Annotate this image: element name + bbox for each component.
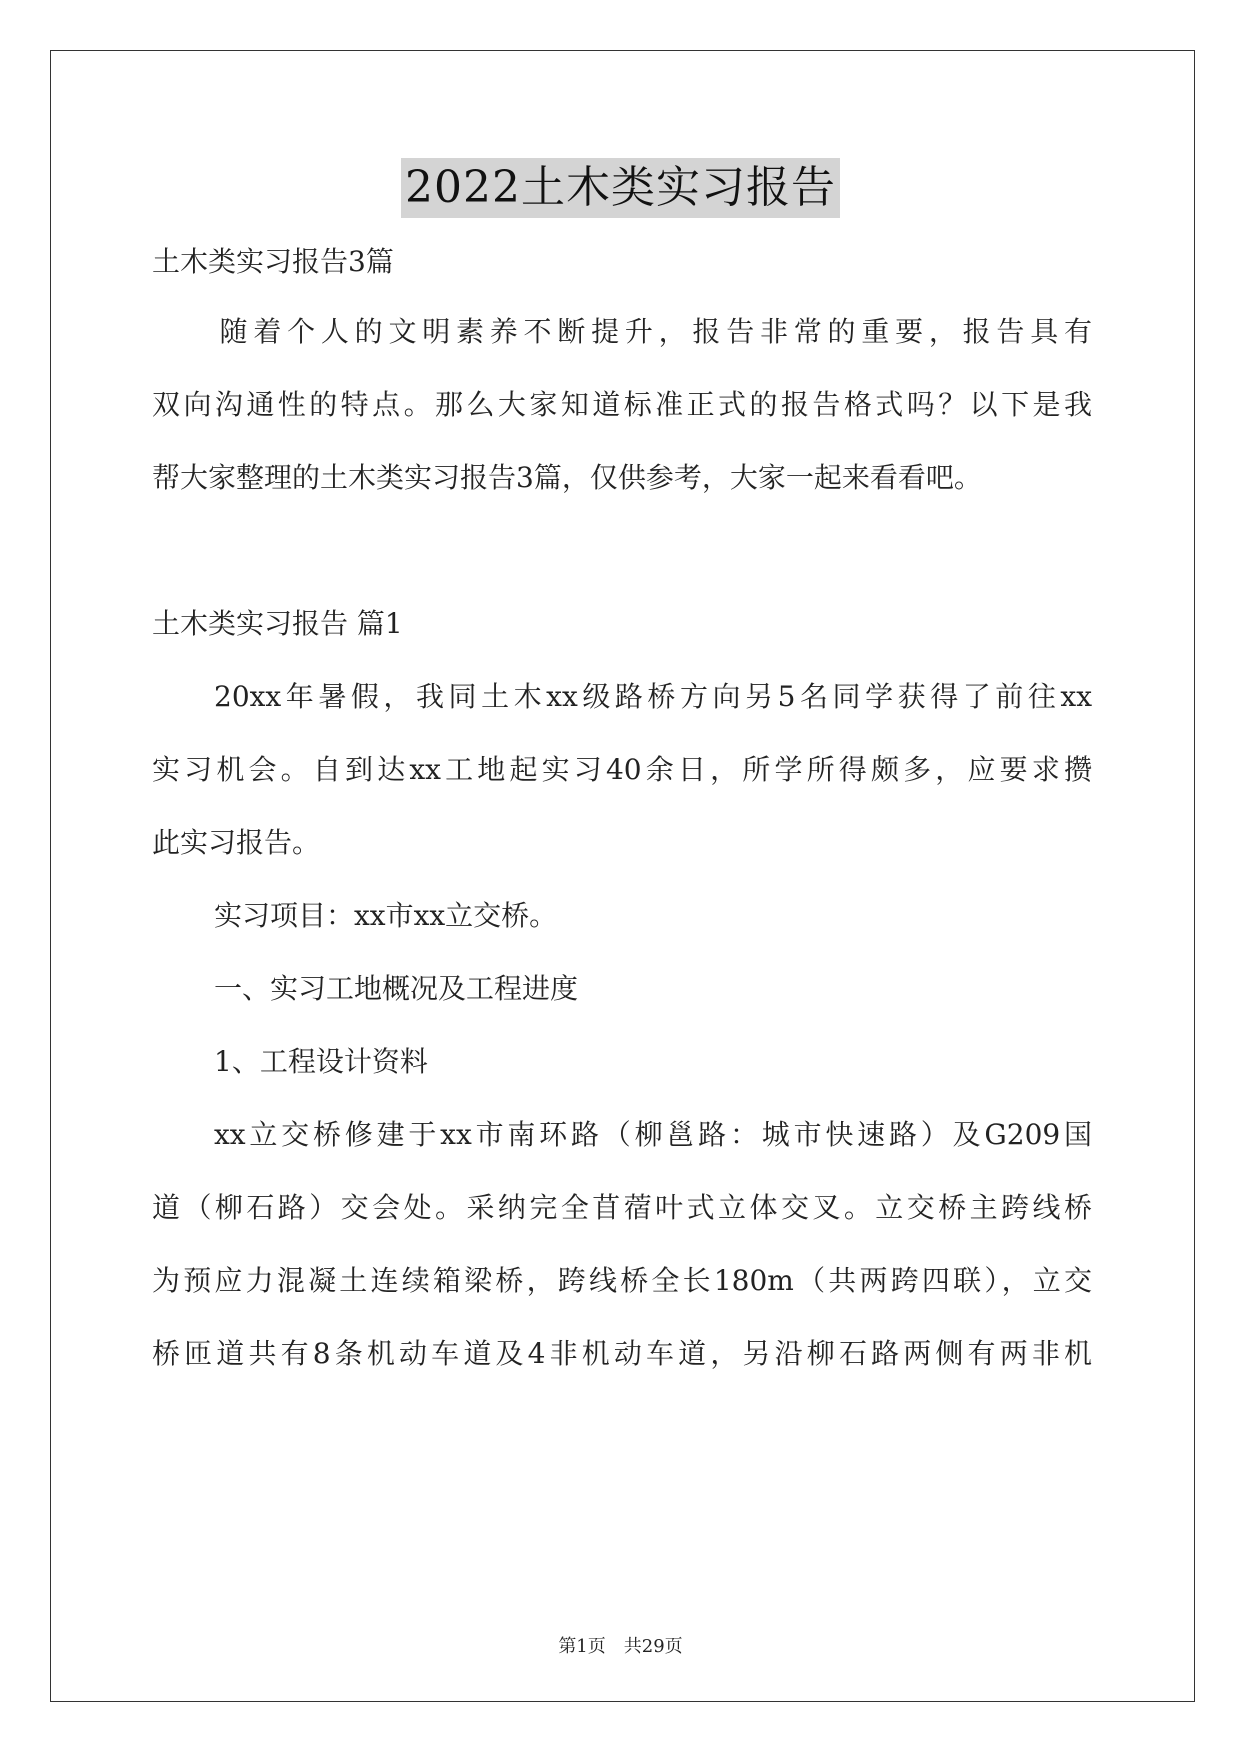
para2-line-3: 为预应力混凝土连续箱梁桥，跨线桥全长180m（共两跨四联），立交 [152, 1264, 1092, 1297]
document-subtitle: 土木类实习报告3篇 [152, 245, 394, 278]
intro-line-3: 帮大家整理的土木类实习报告3篇，仅供参考，大家一起来看看吧。 [152, 461, 982, 494]
heading-overview: 一、实习工地概况及工程进度 [214, 972, 579, 1005]
para2-line-2: 道（柳石路）交会处。采纳完全苜蓿叶式立体交叉。立交桥主跨线桥 [152, 1191, 1092, 1224]
heading-design-data: 1、工程设计资料 [214, 1045, 428, 1078]
para1-line-1: 20xx年暑假，我同土木xx级路桥方向另5名同学获得了前往xx [214, 680, 1092, 713]
section-heading: 土木类实习报告 篇1 [152, 607, 403, 640]
page-border [50, 50, 1195, 1702]
para1-line-2: 实习机会。自到达xx工地起实习40余日，所学所得颇多，应要求攒 [152, 753, 1092, 786]
page-number: 第1页 共29页 [558, 1636, 683, 1657]
para2-line-1: xx立交桥修建于xx市南环路（柳邕路：城市快速路）及G209国 [214, 1118, 1092, 1151]
intro-line-1: 随着个人的文明素养不断提升，报告非常的重要，报告具有 [152, 315, 1092, 348]
para2-line-4: 桥匝道共有8条机动车道及4非机动车道，另沿柳石路两侧有两非机 [152, 1337, 1092, 1370]
title-container [0, 158, 1241, 218]
project-line: 实习项目：xx市xx立交桥。 [214, 899, 558, 932]
document-title: 2022土木类实习报告 [401, 158, 840, 218]
para1-line-3: 此实习报告。 [152, 826, 321, 859]
intro-line-2: 双向沟通性的特点。那么大家知道标准正式的报告格式吗？以下是我 [152, 388, 1092, 421]
